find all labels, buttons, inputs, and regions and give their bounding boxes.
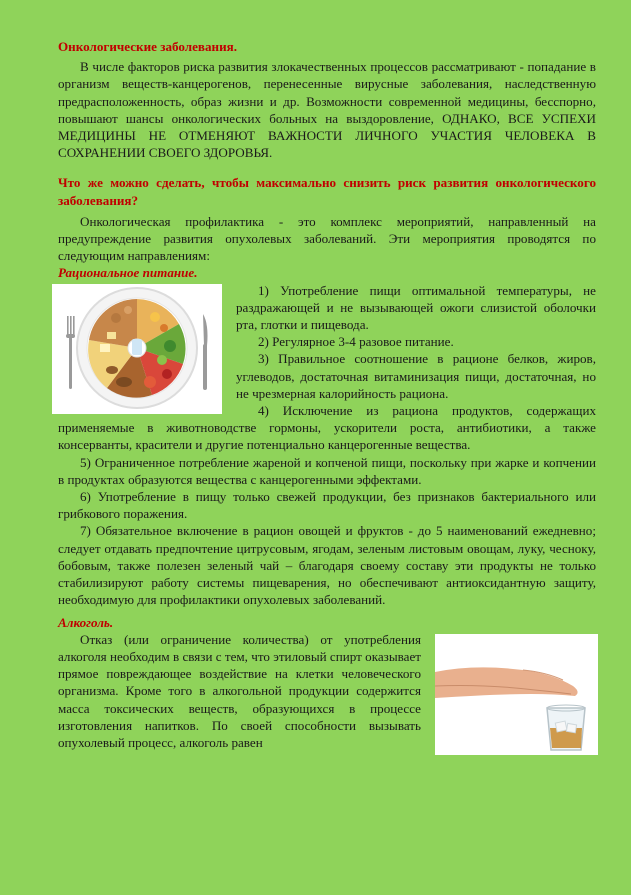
document-page bbox=[58, 38, 596, 759]
alcohol-paragraph: Отказ (или ограничение количества) от употребления алкоголя необходим в связи с тем, что этиловый спирт оказывает прямое повреждающее воздействие на клетки человеческого организма. Кроме того в алкогольной продукции содержится масса токсических веществ, образующихся в процессе изготовления напитков. По своей способности вызывать опухолевый процесс, алкоголь равен bbox=[58, 631, 421, 750]
nutrition-item-3: 3) Правильное соотношение в рационе белков, жиров, углеводов, достаточная витаминизация пищи, достаточная, но не чрезмерная калорийность рациона. bbox=[236, 351, 596, 401]
nutrition-item-1: 1) Употребление пищи оптимальной температуры, не раздражающей и не вызывающей ожоги слизистой оболочки рта, глотки и пищевода. bbox=[236, 282, 596, 333]
nutrition-heading: Рациональное питание. bbox=[58, 265, 198, 281]
food-plate-illustration bbox=[52, 284, 222, 414]
question-heading: Что же можно сделать, чтобы максимально снизить риск развития онкологического заболевания? bbox=[58, 175, 596, 208]
nutrition-item-5: 5) Ограниченное потребление жареной и копченой пищи, поскольку при жарке и копчении в продуктах образуются вещества с канцерогенными эффектами. bbox=[58, 454, 596, 487]
alcohol-refusal-image bbox=[435, 634, 598, 755]
nutrition-item-6: 6) Употребление в пищу только свежей продукции, без признаков бактериального или грибкового поражения. bbox=[58, 489, 596, 522]
nutrition-item-4: 4) Исключение из рациона продуктов, содержащих применяемые в животноводстве гормоны, ускорители роста, антибиотики, а также консерванты, красители и другие потенциально канцерогенные вещества. bbox=[58, 403, 596, 453]
prevention-paragraph: Онкологическая профилактика - это комплекс мероприятий, направленный на предупреждение развития опухолевых заболеваний. Эти мероприятия проводятся по следующим направлениям: bbox=[58, 213, 596, 264]
page-title: Онкологические заболевания. bbox=[58, 39, 237, 54]
healthy-food-plate-image bbox=[52, 284, 222, 414]
glass-icon bbox=[547, 705, 585, 750]
hand-over-glass-illustration bbox=[435, 634, 598, 755]
intro-paragraph: В числе факторов риска развития злокачественных процессов рассматривают - попадание в организм веществ-канцерогенов, перенесенные вирусные заболевания, наследственную предрасположенность, образ жизни и др. Возможности современной медицины, бесспорно, повышают шансы онкологических больных на выздоровление, ОДНАКО, ВСЕ УСПЕХИ МЕДИЦИНЫ НЕ ОТМЕНЯЮТ ВАЖНОСТИ ЛИЧНОГО УЧАСТИЯ ЧЕЛОВЕКА В СОХРАНЕНИИ СВОЕГО ЗДОРОВЬЯ. bbox=[58, 59, 596, 161]
alcohol-heading: Алкоголь. bbox=[58, 614, 114, 630]
nutrition-item-2: 2) Регулярное 3-4 разовое питание. bbox=[258, 334, 454, 350]
nutrition-item-7: 7) Обязательное включение в рацион овощей и фруктов - до 5 наименований ежедневно; следует отдавать предпочтение цитрусовым, ягодам, зеленым листовым овощам, луку, чесноку, бобовым, также полезен зеленый чай – благодаря своему составу эти продукты не только стабилизируют работу системы пищеварения, но обеспечивают антиоксидантную защиту, необходимую для профилактики опухолевых заболеваний. bbox=[58, 523, 596, 608]
